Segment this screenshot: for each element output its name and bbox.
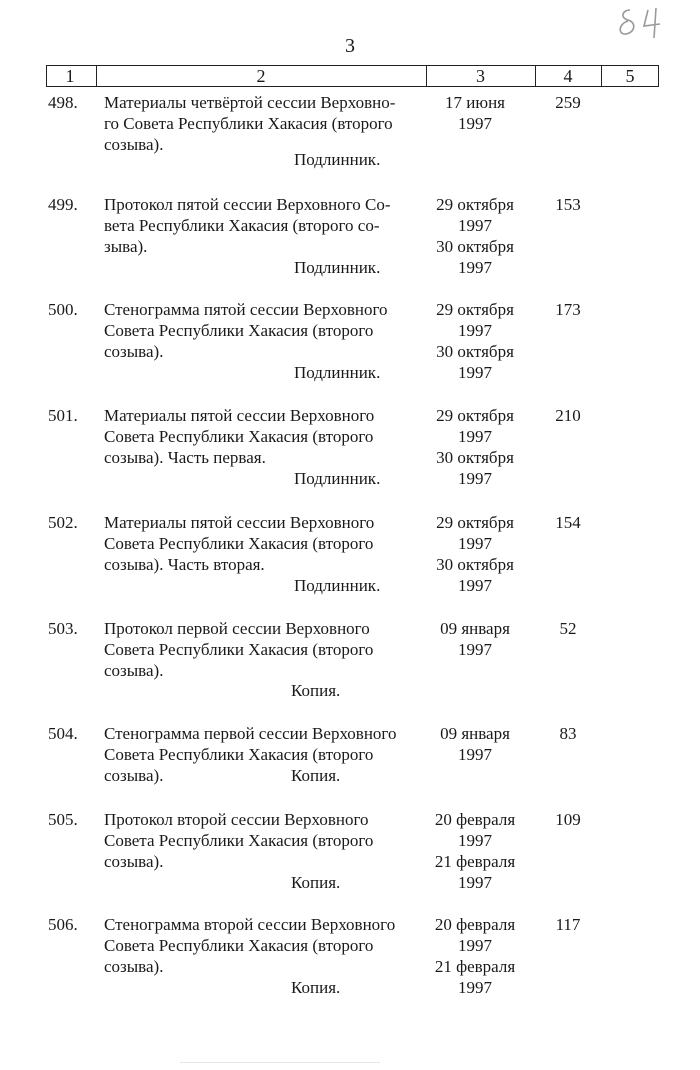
- entry-description: [104, 618, 414, 681]
- date-line: 1997: [458, 114, 492, 133]
- description-line: Протокол пятой сессии Верховного Со-: [104, 195, 391, 214]
- description-line: Совета Республики Хакасия (второго: [104, 427, 374, 446]
- date-line: 30 октября: [436, 237, 514, 256]
- entry-number: 504.: [48, 724, 78, 743]
- description-line: вета Республики Хакасия (второго со-: [104, 216, 380, 235]
- description-line: созыва).: [104, 342, 164, 361]
- entry-dates: [425, 92, 525, 134]
- description-line: созыва). Часть первая.: [104, 448, 266, 467]
- description-line: созыва).: [104, 766, 164, 785]
- authenticity-note: Подлинник.: [294, 363, 381, 382]
- column-header-3: 3: [476, 66, 485, 86]
- date-line: 29 октября: [436, 513, 514, 532]
- description-line: созыва).: [104, 852, 164, 871]
- date-line: 20 февраля: [434, 915, 516, 934]
- entry-description: [104, 194, 414, 257]
- sheet-count: 83: [559, 724, 577, 743]
- description-line: Стенограмма пятой сессии Верховного: [104, 300, 388, 319]
- date-line: 1997: [458, 936, 492, 955]
- date-line: 1997: [458, 216, 492, 235]
- date-line: 1997: [458, 745, 492, 764]
- entry-number: 505.: [48, 810, 78, 829]
- date-line: 1997: [458, 258, 492, 277]
- entry-description: [104, 299, 414, 362]
- page-number: 3: [345, 35, 355, 57]
- entry-dates: [425, 809, 525, 893]
- date-line: 1997: [458, 321, 492, 340]
- authenticity-note: Подлинник.: [294, 258, 381, 277]
- sheet-count: 109: [555, 810, 581, 829]
- date-line: 29 октября: [436, 195, 514, 214]
- description-line: Материалы пятой сессии Верховного: [104, 406, 375, 425]
- entry-number: 502.: [48, 513, 78, 532]
- date-line: 21 февраля: [434, 852, 516, 871]
- description-line: Материалы четвёртой сессии Верховно-: [104, 93, 396, 112]
- description-line: созыва).: [104, 957, 164, 976]
- description-line: Совета Республики Хакасия (второго: [104, 831, 374, 850]
- date-line: 30 октября: [436, 448, 514, 467]
- entry-dates: [425, 723, 525, 765]
- column-header-4: 4: [563, 66, 573, 86]
- description-line: Стенограмма второй сессии Верховного: [104, 915, 396, 934]
- description-line: Совета Республики Хакасия (второго: [104, 534, 374, 553]
- column-header-5: 5: [625, 66, 635, 86]
- entry-number: 506.: [48, 915, 78, 934]
- description-line: Протокол второй сессии Верховного: [104, 810, 369, 829]
- date-line: 17 июня: [445, 93, 505, 112]
- description-line: Материалы пятой сессии Верховного: [104, 513, 375, 532]
- description-line: Стенограмма первой сессии Верховного: [104, 724, 397, 743]
- description-line: созыва). Часть вторая.: [104, 555, 265, 574]
- authenticity-note: Подлинник.: [294, 469, 381, 488]
- authenticity-note: Копия.: [291, 873, 341, 892]
- date-line: 1997: [458, 873, 492, 892]
- entry-description: [104, 512, 414, 575]
- entry-dates: [425, 618, 525, 660]
- date-line: 29 октября: [436, 406, 514, 425]
- description-line: го Совета Республики Хакасия (второго: [104, 114, 393, 133]
- entry-number: 500.: [48, 300, 78, 319]
- scan-artifact-divider: [180, 1062, 380, 1063]
- entry-dates: [425, 914, 525, 998]
- entry-description: [104, 405, 414, 468]
- description-line: зыва).: [104, 237, 148, 256]
- entry-dates: [425, 512, 525, 596]
- table-header: [46, 65, 659, 87]
- entry-description: [104, 723, 414, 786]
- entry-number: 498.: [48, 93, 78, 112]
- date-line: 09 января: [440, 619, 510, 638]
- date-line: 1997: [458, 831, 492, 850]
- description-line: созыва).: [104, 135, 164, 154]
- date-line: 30 октября: [436, 555, 514, 574]
- sheet-count: 173: [555, 300, 581, 319]
- entry-description: [104, 809, 414, 872]
- description-line: созыва).: [104, 661, 164, 680]
- sheet-count: 117: [555, 915, 581, 934]
- entry-number: 499.: [48, 195, 78, 214]
- entry-number: 501.: [48, 406, 78, 425]
- description-line: Совета Республики Хакасия (второго: [104, 321, 374, 340]
- date-line: 1997: [458, 978, 492, 997]
- authenticity-note: Копия.: [291, 681, 341, 700]
- sheet-count: 153: [555, 195, 581, 214]
- entry-description: [104, 914, 414, 977]
- entry-dates: [425, 299, 525, 383]
- authenticity-note: Копия.: [291, 978, 341, 997]
- sheet-count: 154: [555, 513, 581, 532]
- sheet-count: 210: [555, 406, 581, 425]
- description-line: Протокол первой сессии Верховного: [104, 619, 370, 638]
- date-line: 1997: [458, 469, 492, 488]
- sheet-count: 52: [559, 619, 577, 638]
- date-line: 1997: [458, 534, 492, 553]
- entry-dates: [425, 405, 525, 489]
- date-line: 1997: [458, 576, 492, 595]
- date-line: 1997: [458, 640, 492, 659]
- column-header-1: 1: [65, 66, 75, 86]
- column-header-2: 2: [256, 66, 266, 86]
- description-line: Совета Республики Хакасия (второго: [104, 640, 374, 659]
- description-line: Совета Республики Хакасия (второго: [104, 745, 374, 764]
- authenticity-note: Подлинник.: [294, 576, 381, 595]
- sheet-count: 259: [555, 93, 581, 112]
- authenticity-note: Подлинник.: [294, 150, 381, 169]
- description-line: Совета Республики Хакасия (второго: [104, 936, 374, 955]
- date-line: 20 февраля: [434, 810, 516, 829]
- entry-number: 503.: [48, 619, 78, 638]
- date-line: 30 октября: [436, 342, 514, 361]
- date-line: 1997: [458, 427, 492, 446]
- date-line: 09 января: [440, 724, 510, 743]
- entry-description: [104, 92, 414, 155]
- authenticity-note: Копия.: [291, 766, 341, 785]
- date-line: 1997: [458, 363, 492, 382]
- date-line: 29 октября: [436, 300, 514, 319]
- date-line: 21 февраля: [434, 957, 516, 976]
- entry-dates: [425, 194, 525, 278]
